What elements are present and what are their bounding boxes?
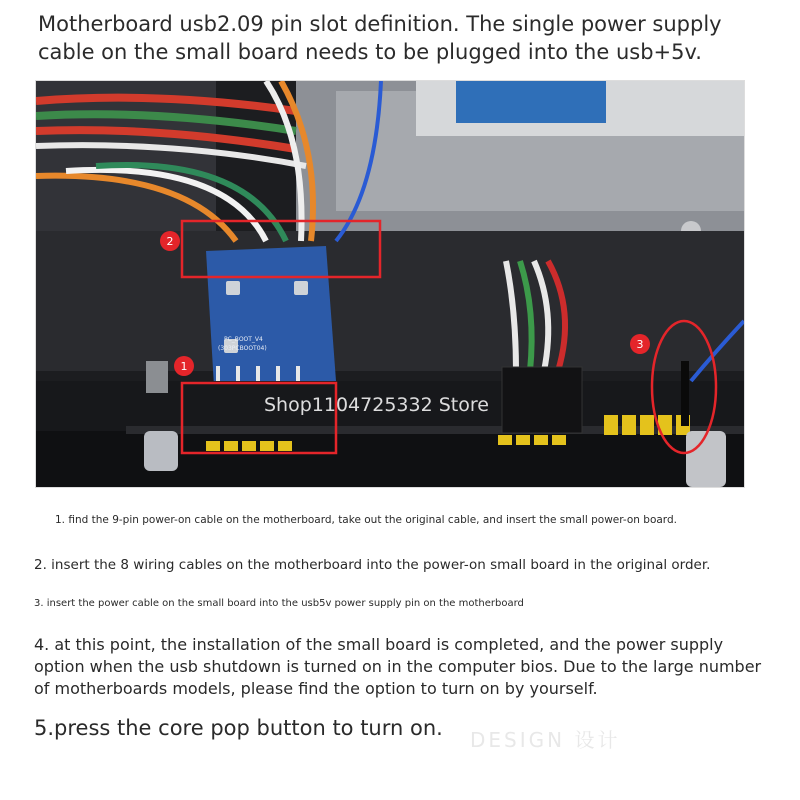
svg-text:1: 1	[180, 360, 188, 373]
faint-watermark: DESIGN 设计	[470, 728, 621, 752]
step-3-text: 3. insert the power cable on the small board into the usb5v power supply pin on the motherboard	[34, 598, 524, 609]
step-5-text: 5.press the core pop button to turn on.	[34, 716, 443, 740]
motherboard-photo	[35, 80, 745, 488]
svg-text:3: 3	[636, 338, 644, 351]
step-4-text: 4. at this point, the installation of the small board is completed, and the power supply option when the usb shutdown is turned on in the computer bios. Due to the large number of motherboards models, please find the option to turn on by yourself.	[34, 635, 762, 698]
callout-2	[160, 231, 180, 251]
step-2-text: 2. insert the 8 wiring cables on the motherboard into the power-on small board in the original order.	[34, 557, 711, 573]
callout-3	[630, 334, 650, 354]
store-watermark: Shop1104725332 Store	[264, 394, 489, 416]
header-text: Motherboard usb2.09 pin slot definition. The single power supply cable on the small board needs to be plugged into the usb+5v.	[38, 12, 722, 64]
board-label-2: (303PCBOOT04)	[218, 345, 267, 352]
callout-1	[174, 356, 194, 376]
svg-text:2: 2	[166, 235, 174, 248]
board-label-1: PC_BOOT_V4	[224, 336, 263, 343]
photo-illustration	[36, 81, 744, 487]
step-1-text: 1. find the 9-pin power-on cable on the motherboard, take out the original cable, and insert the small power-on board.	[55, 514, 677, 526]
